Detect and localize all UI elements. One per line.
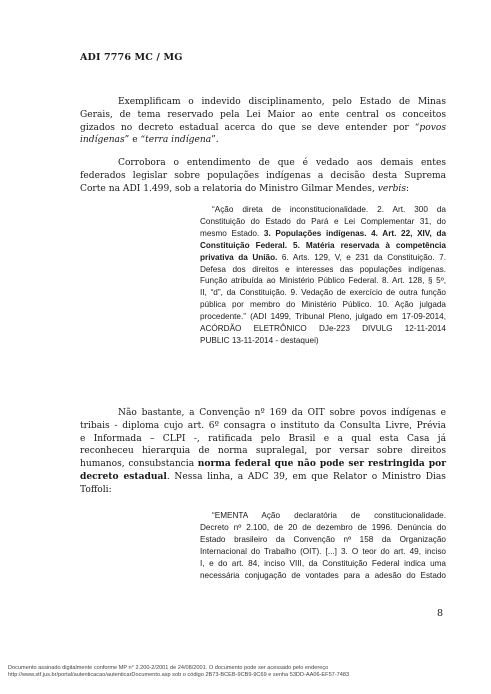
bold-run: norma federal que não pode ser restringida por bbox=[197, 458, 446, 470]
text-line bbox=[80, 122, 446, 135]
text-line: federados legislar sobre populações indígenas a decisão desta Suprema bbox=[80, 170, 446, 181]
quote-line: Defesa dos direitos e interesses das populações indígenas. bbox=[200, 264, 446, 274]
text-line bbox=[80, 134, 446, 147]
text-line: e Informada – CLPI -, ratificada pelo Brasil e a qual esta Casa já bbox=[80, 433, 446, 444]
quote-line: Decreto nº 2.100, de 20 de dezembro de 1996. Denúncia do bbox=[200, 522, 446, 532]
text-run: mesmo Estado. bbox=[200, 228, 264, 238]
block-quote-adc-39 bbox=[200, 510, 446, 581]
quote-line bbox=[200, 240, 446, 252]
bold-run: 3. Populações indígenas. 4. Art. 22, XIV, da bbox=[263, 228, 446, 238]
text-run: . Nessa linha, a ADC 39, em que Relator o Ministro Dias bbox=[166, 471, 446, 482]
quote-line: Internacional do Trabalho (OIT). [...] 3. O teor do art. 49, inciso bbox=[200, 546, 446, 556]
document-header: ADI 7776 MC / MG bbox=[80, 52, 183, 63]
quote-line: Função atribuída ao Ministério Público Federal. 8. Art. 128, § 5º, bbox=[200, 276, 446, 286]
quote-line bbox=[200, 228, 446, 240]
text-run: gizados no decreto estadual acerca do que se deve entender por “ bbox=[80, 122, 420, 133]
block-quote-adi-1499 bbox=[200, 204, 446, 347]
paragraph-nao-bastante bbox=[80, 407, 446, 497]
text-line bbox=[80, 471, 446, 484]
italic-term: povos bbox=[419, 122, 446, 133]
italic-term: verbis bbox=[377, 183, 406, 194]
text-line: Gerais, de tema reservado pela Lei Maior ao ente central os conceitos bbox=[80, 109, 446, 120]
digital-signature-footer bbox=[8, 665, 488, 680]
text-line: tribais - diploma cujo art. 6º consagra o instituto da Consulta Livre, Prévia bbox=[80, 420, 446, 431]
text-run: 6. Arts. 129, V, e 231 da Constituição. 7. bbox=[277, 252, 446, 262]
paragraph-exemplificam bbox=[80, 96, 446, 147]
bold-run: privativa da União. bbox=[200, 252, 278, 262]
text-run: : bbox=[406, 183, 410, 194]
paragraph-corrobora bbox=[80, 157, 446, 195]
italic-term: indígenas bbox=[80, 135, 125, 146]
quote-line: Estado brasileiro da Convenção nº 158 da Organização bbox=[200, 534, 446, 544]
text-line: Toffoli: bbox=[80, 484, 112, 495]
quote-line: necessária conjugação de vontades para a adesão do Estado bbox=[200, 570, 446, 580]
text-line: Corrobora o entendimento de que é vedado aos demais entes bbox=[118, 158, 446, 168]
quote-line: “EMENTA Ação declaratória de constitucionalidade. bbox=[212, 511, 446, 520]
quote-line: II, “d”, da Constituição. 9. Vedação de exercício de outra função bbox=[200, 288, 446, 298]
text-run: ”. bbox=[211, 135, 219, 146]
text-run: Corte na ADI 1.499, sob a relatoria do Ministro Gilmar Mendes, bbox=[80, 183, 378, 194]
bold-run: decreto estadual bbox=[80, 470, 167, 482]
footer-line: http://www.stf.jus.br/portal/autenticacao/autenticarDocumento.asp sob o código 2B73-BCEB-9CB9-9C69 e senha 53DD-AA06-EF57-7483 bbox=[8, 672, 350, 679]
quote-line: I, e do art. 84, inciso VIII, da Constituição Federal indica uma bbox=[200, 558, 446, 568]
text-line bbox=[80, 458, 446, 471]
italic-term: terra indígena bbox=[145, 135, 212, 146]
quote-line bbox=[200, 252, 446, 264]
quote-line: ACÓRDÃO ELETRÔNICO DJe-223 DIVULG 12-11-2014 bbox=[200, 324, 446, 334]
text-run: ” e “ bbox=[124, 135, 146, 146]
text-line: reconheceu hierarquia de norma supralegal, por versar sobre direitos bbox=[80, 446, 446, 457]
text-run: humanos, consubstancia bbox=[80, 459, 198, 470]
quote-line: procedente.” (ADI 1499, Tribunal Pleno, julgado em 17-09-2014, bbox=[200, 312, 446, 322]
text-line bbox=[80, 183, 446, 196]
quote-line: PUBLIC 13-11-2014 - destaquei) bbox=[200, 335, 319, 345]
quote-line: “Ação direta de inconstitucionalidade. 2. Art. 300 da bbox=[212, 205, 446, 214]
quote-line: pública por membro do Ministério Público. 10. Ação julgada bbox=[200, 300, 446, 310]
footer-line: Documento assinado digitalmente conforme MP n° 2.200-2/2001 de 24/08/2001. O documento pode ser acessado pelo endereço bbox=[8, 665, 329, 671]
text-line: Não bastante, a Convenção nº 169 da OIT sobre povos indígenas e bbox=[118, 408, 446, 418]
bold-run: Constituição Federal. 5. Matéria reservada à competência bbox=[200, 240, 446, 250]
page-number: 8 bbox=[437, 608, 444, 619]
text-line: Exemplificam o indevido disciplinamento, pelo Estado de Minas bbox=[118, 97, 446, 107]
quote-line: Constituição do Estado do Pará e Lei Complementar 31, do bbox=[200, 216, 446, 226]
